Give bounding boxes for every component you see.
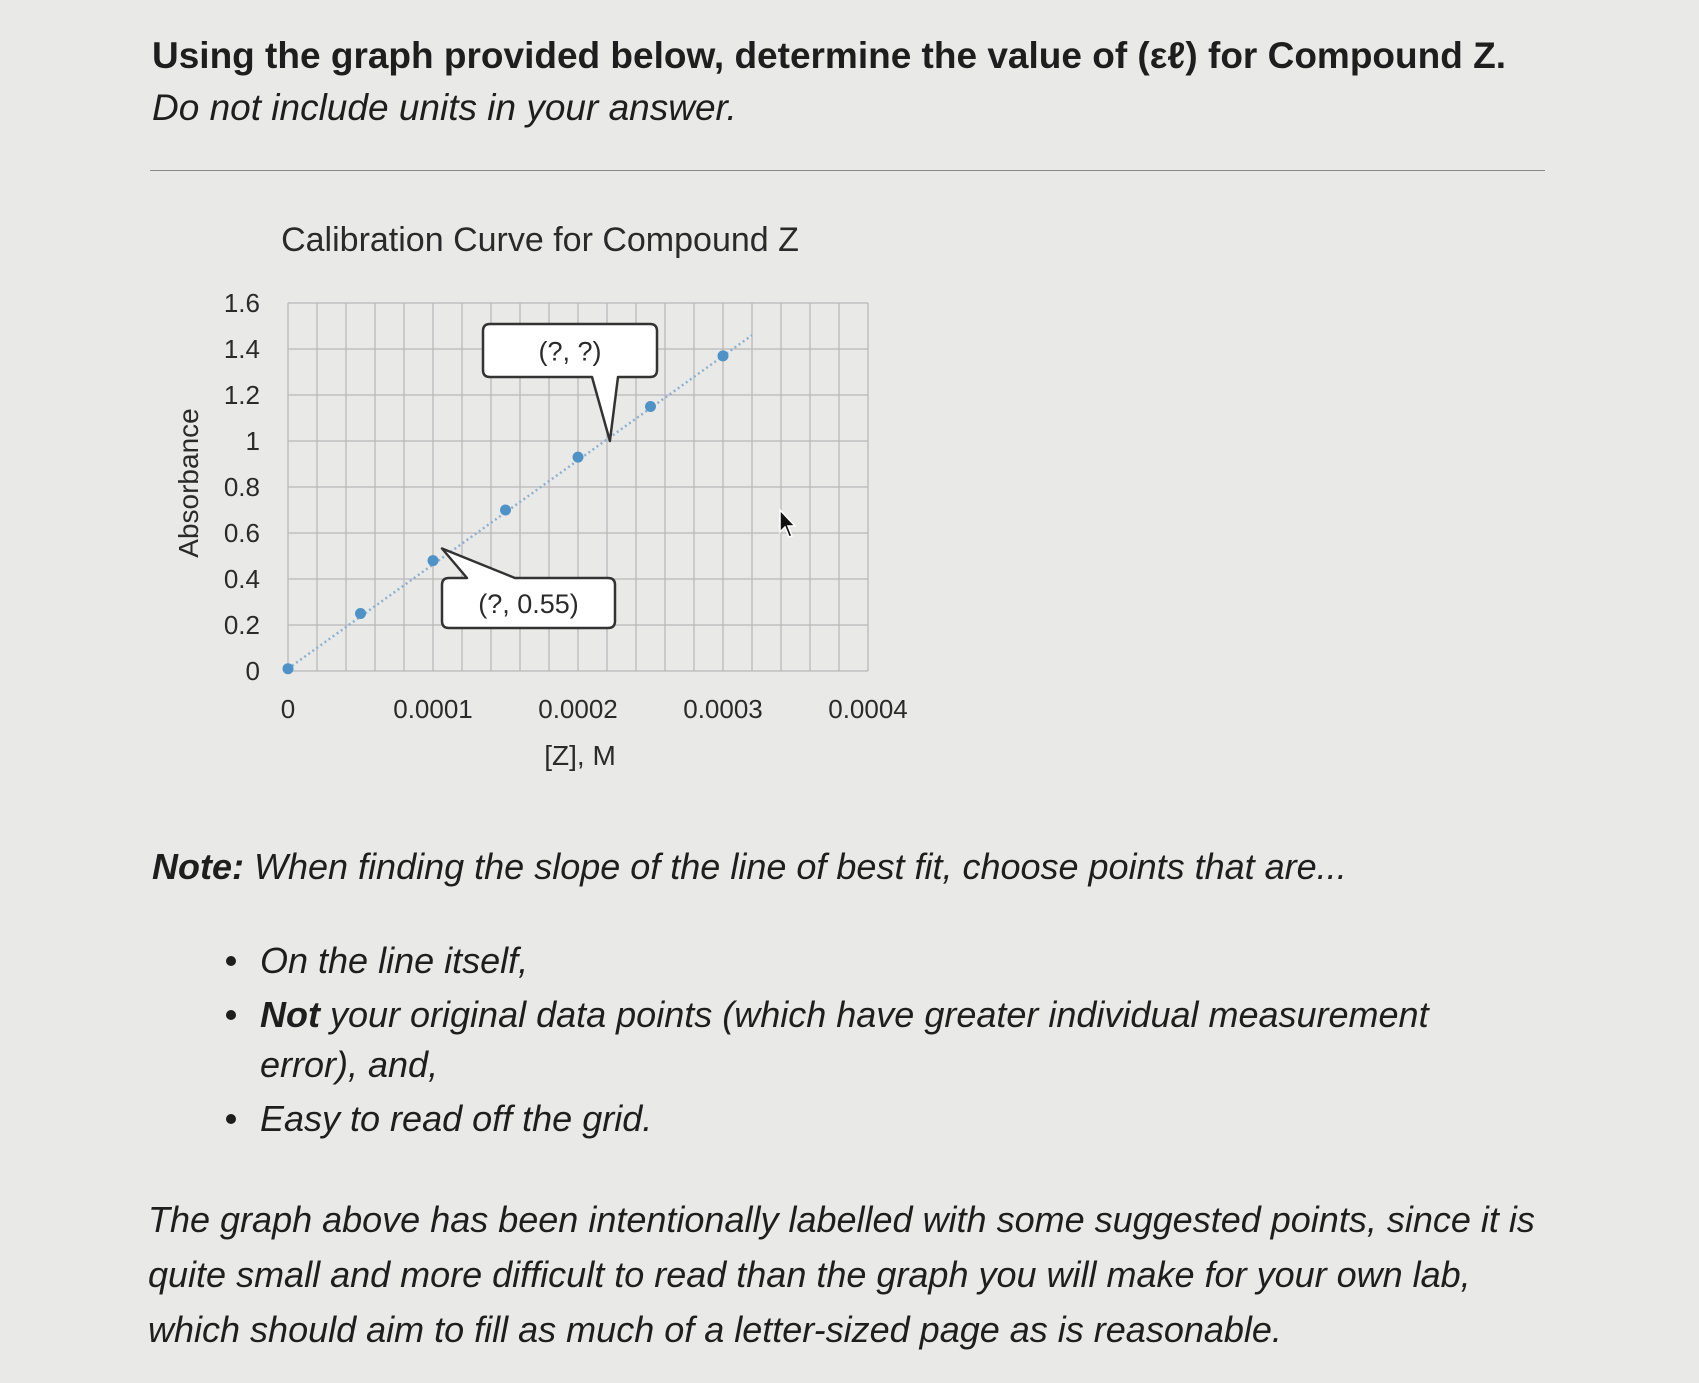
y-tick-label: 1 <box>245 426 260 456</box>
y-tick-label: 1.4 <box>223 334 260 364</box>
data-point <box>645 401 656 412</box>
y-tick-label: 1.2 <box>223 380 260 410</box>
y-tick-label: 0.6 <box>223 518 260 548</box>
chart-title: Calibration Curve for Compound Z <box>281 221 799 259</box>
bullet-icon <box>226 1114 236 1124</box>
y-axis-label: Absorbance <box>173 408 204 558</box>
calibration-chart <box>170 218 970 778</box>
data-point <box>718 350 729 361</box>
x-axis-label: [Z], M <box>544 740 616 771</box>
y-tick-label: 0.8 <box>223 472 260 502</box>
question-italic: Do not include units in your answer. <box>152 87 737 128</box>
bullet-icon <box>226 956 236 966</box>
question-text <box>152 30 1552 134</box>
callout-label-lower: (?, 0.55) <box>478 589 579 619</box>
bullet-icon <box>226 1010 236 1020</box>
note-label: Note: <box>152 846 244 887</box>
y-tick-label: 1.6 <box>223 288 260 318</box>
bullet-text: Easy to read off the grid. <box>260 1098 653 1139</box>
y-tick-label: 0 <box>245 656 260 686</box>
bullet-text: your original data points (which have greater individual measurement error), and, <box>260 994 1429 1085</box>
explanation-paragraph: The graph above has been intentionally labelled with some suggested points, since it is quite small and more difficult to read than the graph you will make for your own lab, which should aim to fill as much of a letter-sized page as is reasonable. <box>148 1199 1535 1350</box>
x-tick-label: 0.0004 <box>828 694 908 724</box>
x-tick-label: 0.0003 <box>683 694 763 724</box>
bullet-list <box>220 936 1520 1148</box>
bullet-bold: Not <box>260 994 320 1035</box>
data-point <box>573 452 584 463</box>
x-tick-label: 0.0001 <box>393 694 473 724</box>
question-bold: Using the graph provided below, determine the value of (εℓ) for Compound Z. <box>152 35 1506 76</box>
note-text: When finding the slope of the line of best fit, choose points that are... <box>254 846 1347 887</box>
data-point <box>500 505 511 516</box>
y-tick-label: 0.4 <box>223 564 260 594</box>
data-point <box>283 663 294 674</box>
callout-label-upper: (?, ?) <box>538 336 602 367</box>
list-item <box>220 990 1520 1090</box>
list-item <box>220 1094 1520 1144</box>
note <box>152 842 1602 892</box>
x-tick-label: 0 <box>280 694 296 724</box>
data-point <box>428 555 439 566</box>
divider <box>150 170 1545 171</box>
bullet-text: On the line itself, <box>260 940 529 981</box>
x-tick-label: 0.0002 <box>538 694 618 724</box>
list-item <box>220 936 1520 986</box>
data-point <box>355 608 366 619</box>
mouse-pointer-icon <box>778 508 800 540</box>
y-tick-label: 0.2 <box>223 610 260 640</box>
